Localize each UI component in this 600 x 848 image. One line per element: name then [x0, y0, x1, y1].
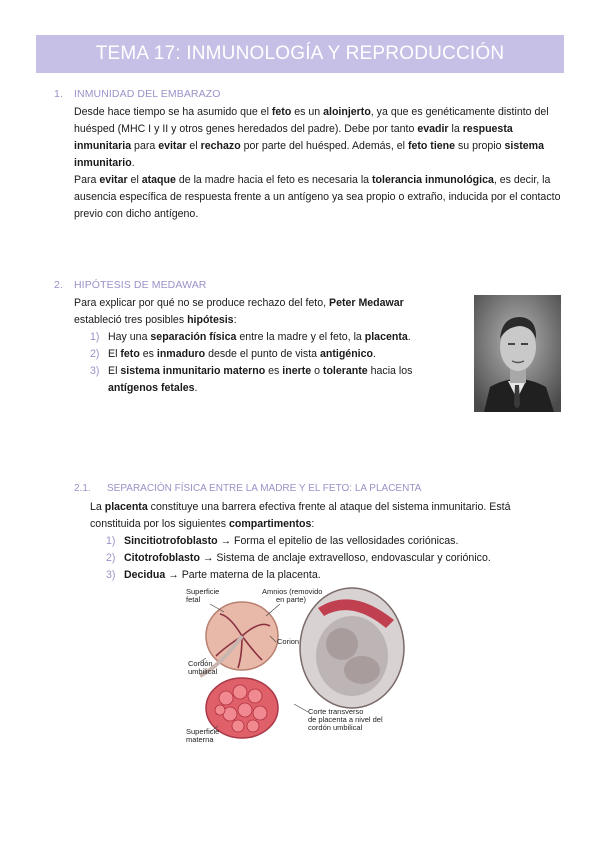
text-run: Desde hace tiempo se ha asumido que el: [74, 106, 272, 118]
bold-term: separación física: [150, 331, 237, 343]
text-run: La: [90, 501, 105, 513]
bold-term: tolerante: [322, 365, 368, 377]
text-run: es un: [291, 106, 324, 118]
label-superficie-materna-2: materna: [186, 735, 214, 744]
text-run: .: [131, 157, 135, 169]
bold-term: antígenos fetales: [108, 382, 195, 394]
text-run: estableció tres posibles: [74, 314, 188, 326]
label-corion: Corion: [277, 637, 300, 646]
list-text: [124, 569, 321, 581]
list-number: 2): [106, 552, 116, 564]
bold-term: feto: [120, 348, 140, 360]
section-2-heading: [54, 279, 207, 291]
section-2-number: 2.: [54, 279, 63, 291]
bold-term: Peter Medawar: [329, 297, 404, 309]
bold-term: Decidua: [124, 569, 166, 581]
text-run: para: [131, 140, 159, 152]
bold-term: rechazo: [200, 140, 241, 152]
page-title: TEMA 17: INMUNOLOGÍA Y REPRODUCCIÓN: [95, 43, 505, 64]
portrait-illustration: [474, 295, 561, 412]
bold-term: placenta: [364, 331, 408, 343]
bold-term: Sincitiotrofoblasto: [124, 535, 218, 547]
section-2-1-intro: [90, 499, 540, 533]
bold-term: inerte: [282, 365, 312, 377]
bold-term: hipótesis: [187, 314, 234, 326]
hypothesis-list: [90, 329, 430, 397]
label-corte-1: Corte transverso: [308, 707, 364, 716]
label-cordon-2: umbilical: [188, 667, 218, 676]
label-amnios-2: en parte): [276, 595, 307, 604]
section-2-1-title: SEPARACIÓN FÍSICA ENTRE LA MADRE Y EL FETO: LA PLACENTA: [107, 483, 422, 494]
bold-term: Citotrofoblasto: [124, 552, 200, 564]
section-2-1-number: 2.1.: [74, 483, 91, 494]
list-item: [90, 329, 430, 346]
medawar-portrait-photo: [474, 295, 561, 412]
section-1-paragraph-2: [74, 172, 566, 223]
text-run: o: [311, 365, 323, 377]
list-item: [106, 533, 536, 550]
list-number: 3): [90, 365, 100, 377]
list-item: [106, 567, 536, 584]
text-run: , ya que es genéticamente distinto del huésped (MHC I y II y otros genes heredados del padre). Debe por tanto: [74, 106, 549, 135]
bold-term: feto tiene: [407, 140, 456, 152]
placenta-diagram: [180, 586, 420, 746]
list-item: [90, 346, 430, 363]
text-run: Para explicar por qué no se produce rechazo del feto,: [74, 297, 329, 309]
text-run: :: [233, 314, 237, 326]
list-text: [124, 552, 491, 564]
section-2-intro: [74, 295, 424, 329]
text-run: Para: [74, 174, 100, 186]
bold-term: sistema inmunitario materno: [120, 365, 266, 377]
bold-term: evitar: [99, 174, 128, 186]
bold-term: aloinjerto: [323, 106, 371, 118]
text-run: hacia los: [367, 365, 413, 377]
section-1-heading: [54, 88, 221, 100]
list-number: 1): [90, 331, 100, 343]
list-number: 3): [106, 569, 116, 581]
label-cordon-1: Cordón: [188, 659, 213, 668]
text-run: la: [448, 123, 463, 135]
section-1-paragraph-1: [74, 104, 566, 172]
bold-term: respuesta inmunitaria: [74, 123, 513, 152]
list-text: [108, 348, 376, 360]
text-run: entre la madre y el feto, la: [236, 331, 365, 343]
text-run: de la madre hacia el feto es necesaria la: [175, 174, 373, 186]
bold-term: inmaduro: [156, 348, 206, 360]
text-run: .: [372, 348, 376, 360]
label-superficie-fetal-2: fetal: [186, 595, 201, 604]
text-run: desde el punto de vista: [205, 348, 320, 360]
text-run: .: [407, 331, 411, 343]
section-1-title: INMUNIDAD DEL EMBARAZO: [74, 88, 221, 100]
title-bar: [36, 35, 564, 73]
section-2-title: HIPÓTESIS DE MEDAWAR: [74, 279, 207, 291]
text-run: .: [194, 382, 198, 394]
text-run: constituye una barrera efectiva frente al ataque del sistema inmunitario. Está constituida por los siguientes: [90, 501, 511, 530]
list-text: [108, 331, 411, 343]
text-run: el: [127, 174, 142, 186]
bold-term: compartimentos: [228, 518, 312, 530]
text-run: el: [186, 140, 201, 152]
bold-term: evitar: [158, 140, 187, 152]
bold-term: antigénico: [320, 348, 373, 360]
list-text: [124, 535, 458, 547]
bold-term: feto: [271, 106, 292, 118]
label-amnios-1: Amnios (removido: [262, 587, 323, 596]
bold-term: placenta: [104, 501, 148, 513]
section-2-1-heading: [74, 483, 421, 494]
bold-term: sistema inmunitario: [74, 140, 544, 169]
bold-term: ataque: [141, 174, 176, 186]
bold-term: evadir: [417, 123, 449, 135]
placenta-compartments-list: [106, 533, 536, 584]
list-number: 1): [106, 535, 116, 547]
text-run: Hay una: [108, 331, 151, 343]
text-run: su propio: [455, 140, 505, 152]
text-run: El: [108, 348, 121, 360]
text-run: por parte del huésped. Además, el: [240, 140, 408, 152]
text-run: es: [139, 348, 157, 360]
text-run: → Parte materna de la placenta.: [165, 569, 321, 581]
text-run: es: [265, 365, 283, 377]
list-item: [106, 550, 536, 567]
label-superficie-fetal-1: Superficie: [186, 587, 220, 596]
text-run: → Forma el epitelio de las vellosidades coriónicas.: [217, 535, 459, 547]
text-run: → Sistema de anclaje extravelloso, endovascular y coriónico.: [199, 552, 491, 564]
text-run: :: [311, 518, 315, 530]
text-run: , es decir, la ausencia específica de respuesta frente a un antígeno ya sea propio o extraño, inducida por el contacto previo con dicho antígeno.: [74, 174, 561, 220]
list-text: [108, 365, 412, 394]
text-run: El: [108, 365, 121, 377]
label-corte-2: de placenta a nivel del: [308, 715, 383, 724]
bold-term: tolerancia inmunológica: [372, 174, 494, 186]
list-number: 2): [90, 348, 100, 360]
list-item: [90, 363, 430, 397]
label-corte-3: cordón umbilical: [308, 723, 363, 732]
section-1-number: 1.: [54, 88, 63, 100]
label-superficie-materna-1: Superficie: [186, 727, 220, 736]
